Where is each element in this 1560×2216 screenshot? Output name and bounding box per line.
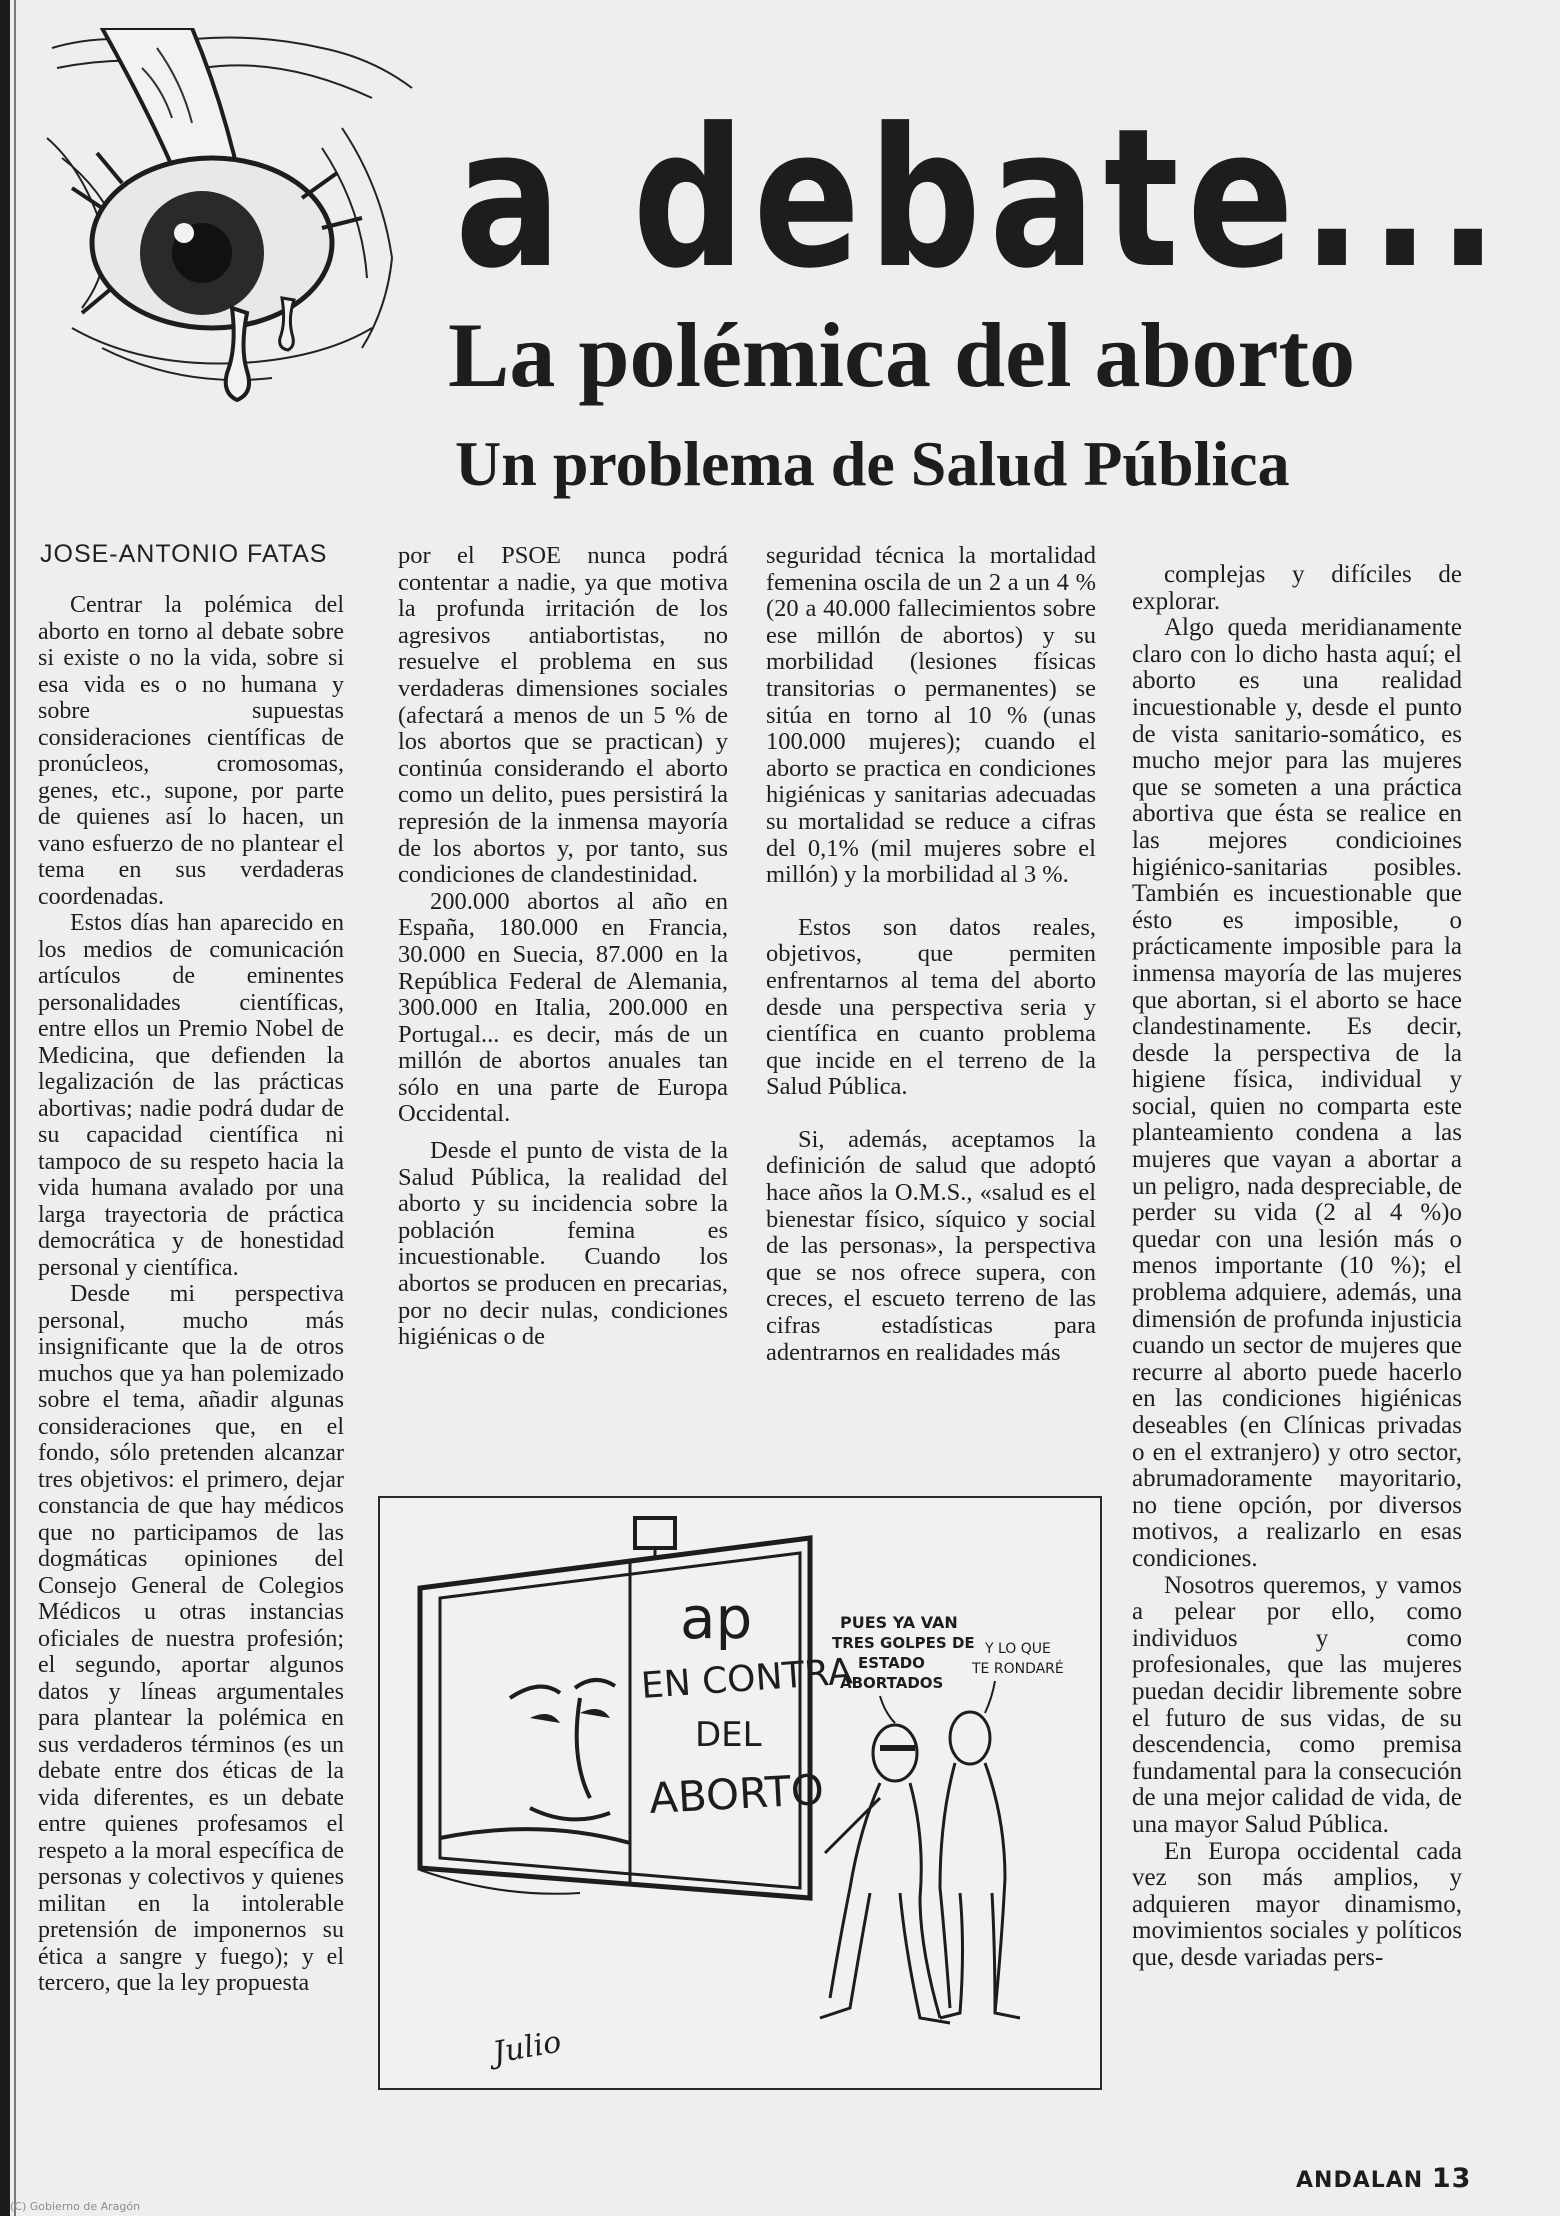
article-column-4 [1132, 562, 1462, 1971]
paragraph: En Europa occidental cada vez son más amplios, y adquieren mayor dinamismo, movimientos sociales y políticos que, desde variadas pers- [1132, 1837, 1462, 1971]
speech-bubble-2-line1: Y LO QUE [985, 1641, 1051, 1657]
poster-text-line1: EN CONTRA [639, 1651, 854, 1707]
headline: a debate... [455, 88, 1507, 311]
paragraph: 200.000 abortos al año en España, 180.000 en Francia, 30.000 en Suecia, 87.000 en la República Federal de Alemania, 300.000 en Italia, 200.000 en Portugal... es decir, más de un millón de abortos anuales tan sólo en una parte de Europa Occidental. [398, 887, 728, 1128]
eye-illustration [42, 28, 422, 428]
speech-bubble-2-line2: TE RONDARÉ [972, 1661, 1064, 1677]
cartoon-drawing [380, 1498, 1100, 2088]
paragraph: Estos son datos reales, objetivos, que permiten enfrentarnos al tema del aborto desde una perspectiva seria y científica en cuanto problema que incide en el terreno de la Salud Pública. [766, 913, 1096, 1101]
article-column-3 [766, 543, 1096, 1366]
speech-bubble-1-line4: ABORTADOS [840, 1674, 944, 1692]
paragraph: Si, además, aceptamos la definición de salud que adoptó hace años la O.M.S., «salud es el bienestar físico, síquico y social de las personas», la perspectiva que se nos ofrece supera, con creces, el escueto terreno de las cifras estadísticas para adentrarnos en realidades más [766, 1125, 1096, 1366]
paragraph: Centrar la polémica del aborto en torno al debate sobre si existe o no la vida, sobre si esa vida es o no humana y sobre supuestas consideraciones científicas de pronúcleos, cromosomas, genes, etc., supone, por parte de quienes así lo hacen, un vano esfuerzo de no plantear el tema en sus verdaderas coordenadas. [38, 592, 344, 910]
author-byline: JOSE-ANTONIO FATAS [40, 540, 328, 568]
speech-bubble-1-line3: ESTADO [858, 1654, 925, 1672]
page-footer [1296, 2163, 1471, 2194]
page-number: 13 [1431, 2163, 1472, 2194]
paragraph: Algo queda meridianamente claro con lo dicho hasta aquí; el aborto es una realidad incuestionable y, desde el punto de vista sanitario-somático, es mucho mejor para las mujeres que se someten a una práctica abortiva que ésta se realice en las mejores condicioines higiénico-sanitarias posibles. También es incuestionable que ésto es imposible, o prácticamente imposible para la inmensa mayoría de las mujeres que abortan, si el aborto se hace clandestinamente. Es decir, desde la perspectiva de la higiene física, individual y social, quien no comparta este planteamiento condena a las mujeres que vayan a abortar a un peligro, nada despreciable, de perder su vida (2 al 4 %)o quedar con una lesión más o menos importante (10 %); el problema adquiere, además, una dimensión de profunda injusticia cuando un sector de mujeres que recurre al aborto puede hacerlo en las condiciones higiénicas deseables (en Clínicas privadas o en el extranjero) y otro sector, abrumadoramente mayoritario, no tiene opción, por diversos motivos, a realizarlo en esas condiciones. [1132, 614, 1462, 1572]
paragraph: complejas y difíciles de explorar. [1132, 561, 1462, 615]
eye-illustration-drawing [42, 28, 422, 428]
poster-text-line3: ABORTO [647, 1764, 826, 1823]
poster-text-line2: DEL [695, 1715, 762, 1755]
page-edge [0, 0, 10, 2216]
paragraph: por el PSOE nunca podrá contentar a nadie, ya que motiva la profunda irritación de los agresivos antiabortistas, no resuelve el problema en sus verdaderas dimensiones sociales (afectará a menos de un 5 % de los abortos que se practican) y continúa considerando el aborto como un delito, pues persistirá la represión de la inmensa mayoría de los abortos y, por tanto, sus condiciones de clandestinidad. [398, 542, 728, 889]
paragraph: Estos días han aparecido en los medios de comunicación artículos de eminentes personalidades científicas, entre ellos un Premio Nobel de Medicina, que defienden la legalización de las prácticas abortivas; nadie podrá dudar de su capacidad científica ni tampoco de su respeto hacia la vida humana avalado por una larga trayectoria de práctica democrática y de honestidad personal y científica. [38, 910, 344, 1281]
paragraph: Desde el punto de vista de la Salud Pública, la realidad del aborto y su incidencia sobre la población femina es incuestionable. Cuando los abortos se producen en precarias, por no decir nulas, condiciones higiénicas o de [398, 1137, 728, 1351]
cartoon-signature: Julio [490, 2024, 564, 2071]
speech-bubble-1-line2: TRES GOLPES DE [832, 1634, 975, 1652]
publication-name: ANDALAN [1296, 2168, 1424, 2193]
cartoon [378, 1496, 1102, 2090]
copyright-watermark: (C) Gobierno de Aragón [10, 2200, 141, 2213]
paragraph: seguridad técnica la mortalidad femenina oscila de un 2 a un 4 % (20 a 40.000 fallecimientos sobre ese millón de abortos) y su morbilidad (lesiones físicas transitorias o permanentes) se sitúa en torno al 10 % (unas 100.000 mujeres); cuando el aborto se practica en condiciones higiénicas y sanitarias adecuadas su mortalidad se reduce a cifras del 0,1% (mil mujeres sobre el millón) y la morbilidad al 3 %. [766, 542, 1096, 889]
page-edge-line [14, 0, 16, 2216]
article-title: La polémica del aborto [448, 304, 1356, 406]
poster-logo: ap [680, 1584, 753, 1652]
paragraph: Desde mi perspectiva personal, mucho más insignificante que la de otros muchos que ya han polemizado sobre el tema, añadir algunas consideraciones que, en el fondo, sólo pretenden alcanzar tres objetivos: el primero, dejar constancia de que hay médicos que no participamos de las dogmáticas opiniones del Consejo General de Colegios Médicos u otras instancias oficiales de nuestra profesión; el segundo, aportar algunos datos y líneas argumentales para plantear la polémica en sus verdaderos términos (es un debate entre dos éticas de la vida diferentes, es un debate entre quienes profesamos el respeto a la moral específica de personas y colectivos y quienes militan en la intolerable pretensión de imponernos su ética a sangre y fuego); y el tercero, que la ley propuesta [38, 1281, 344, 1996]
paragraph: Nosotros queremos, y vamos a pelear por ello, como individuos y como profesionales, que las mujeres puedan decidir libremente sobre el futuro de sus vidas, de su descendencia, como premisa fundamental para la consecución de una mejor calidad de vida, de una mayor Salud Pública. [1132, 1571, 1462, 1838]
article-subtitle: Un problema de Salud Pública [455, 428, 1290, 499]
article-column-1 [38, 592, 344, 1997]
speech-bubble-1-line1: PUES YA VAN [840, 1613, 958, 1632]
article-column-2 [398, 543, 728, 1351]
